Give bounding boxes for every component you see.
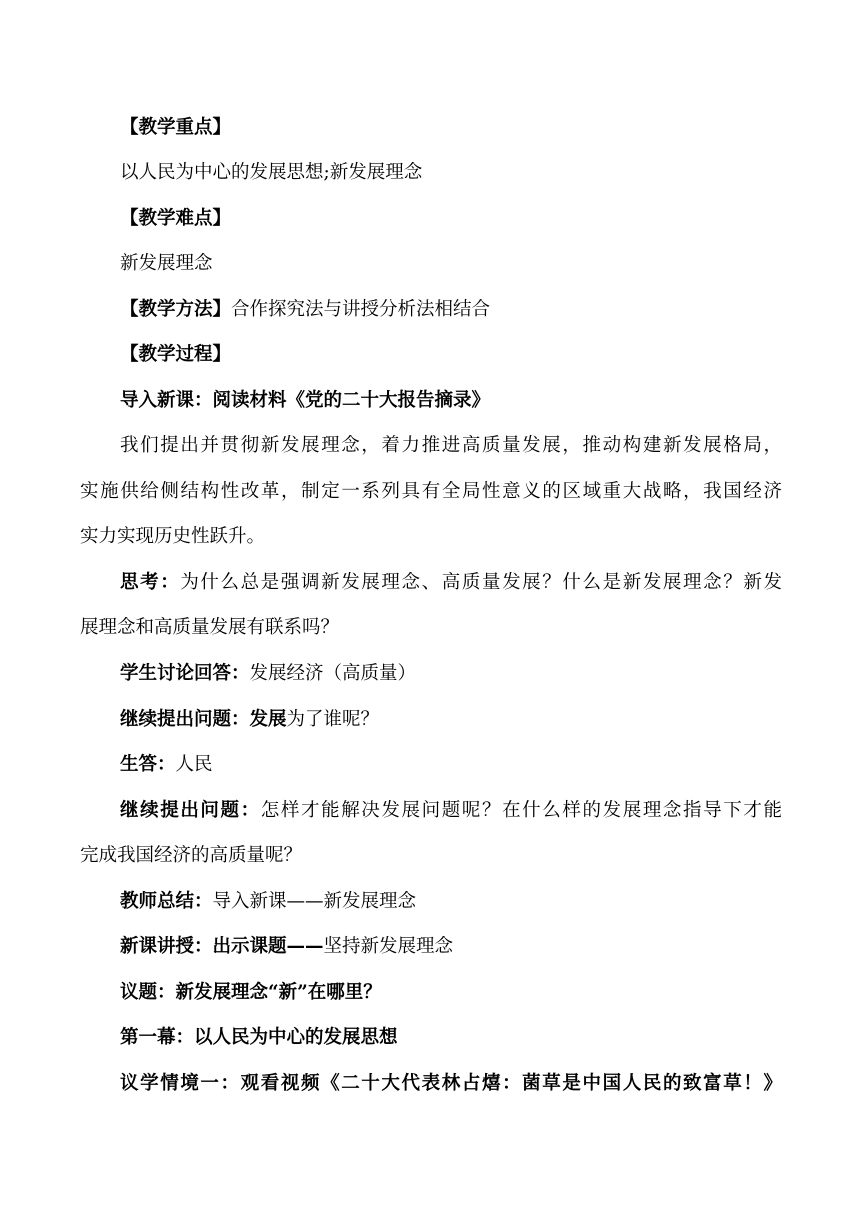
new-lesson-label: 新课讲授：出示课题—— xyxy=(120,936,324,957)
excerpt-line-1: 我们提出并贯彻新发展理念，着力推进高质量发展，推动构建新发展格局， xyxy=(120,435,782,456)
excerpt-line-2: 实施供给侧结构性改革，制定一系列具有全局性意义的区域重大战略，我国经济 xyxy=(80,481,782,502)
ask-label-2: 继续提出问题： xyxy=(120,800,261,821)
student-discuss-text: 发展经济（高质量） xyxy=(249,663,417,684)
key-points-text: 以人民为中心的发展思想;新发展理念 xyxy=(120,162,423,183)
heading-process: 【教学过程】 xyxy=(120,344,232,365)
heading-key-points: 【教学重点】 xyxy=(120,117,232,138)
teacher-summary-label: 教师总结： xyxy=(120,891,213,912)
topic-line: 议题：新发展理念“新”在哪里？ xyxy=(120,982,382,1003)
student-answer-line xyxy=(120,750,782,780)
new-lesson-line xyxy=(120,932,782,962)
think-line-2: 展理念和高质量发展有联系吗？ xyxy=(80,617,340,638)
new-lesson-text: 坚持新发展理念 xyxy=(323,936,454,957)
difficulties-text: 新发展理念 xyxy=(120,253,213,274)
method-text: 合作探究法与讲授分析法相结合 xyxy=(231,299,491,320)
method-label: 【教学方法】 xyxy=(120,299,232,320)
student-answer-text: 人民 xyxy=(175,754,213,775)
ask-label-1: 继续提出问题： xyxy=(120,709,250,730)
method-line xyxy=(120,295,782,325)
think-text-1: 为什么总是强调新发展理念、高质量发展？什么是新发展理念？新发 xyxy=(180,572,782,593)
ask-line-2b: 完成我国经济的高质量呢？ xyxy=(80,845,303,866)
intro-heading: 导入新课：阅读材料《党的二十大报告摘录》 xyxy=(120,390,491,411)
think-line-1 xyxy=(120,568,782,598)
think-label: 思考： xyxy=(120,572,181,593)
student-discuss-line xyxy=(120,659,782,689)
student-discuss-label: 学生讨论回答： xyxy=(120,663,250,684)
scenario-one-line: 议学情境一：观看视频《二十大代表林占熺：菌草是中国人民的致富草！》 xyxy=(120,1073,782,1094)
student-answer-label: 生答： xyxy=(120,754,176,775)
ask-bold-word: 发展 xyxy=(249,709,287,730)
ask-text-2a: 怎样才能解决发展问题呢？在什么样的发展理念指导下才能 xyxy=(260,800,782,821)
excerpt-line-3: 实力实现历史性跃升。 xyxy=(80,526,266,547)
heading-difficulties: 【教学难点】 xyxy=(120,208,232,229)
teacher-summary-text: 导入新课——新发展理念 xyxy=(212,891,417,912)
teacher-summary-line xyxy=(120,887,782,917)
ask-line-1 xyxy=(120,705,782,735)
ask-line-2a xyxy=(120,796,782,826)
ask-text-1: 为了谁呢？ xyxy=(286,709,380,730)
act-one-line: 第一幕：以人民为中心的发展思想 xyxy=(120,1027,398,1048)
